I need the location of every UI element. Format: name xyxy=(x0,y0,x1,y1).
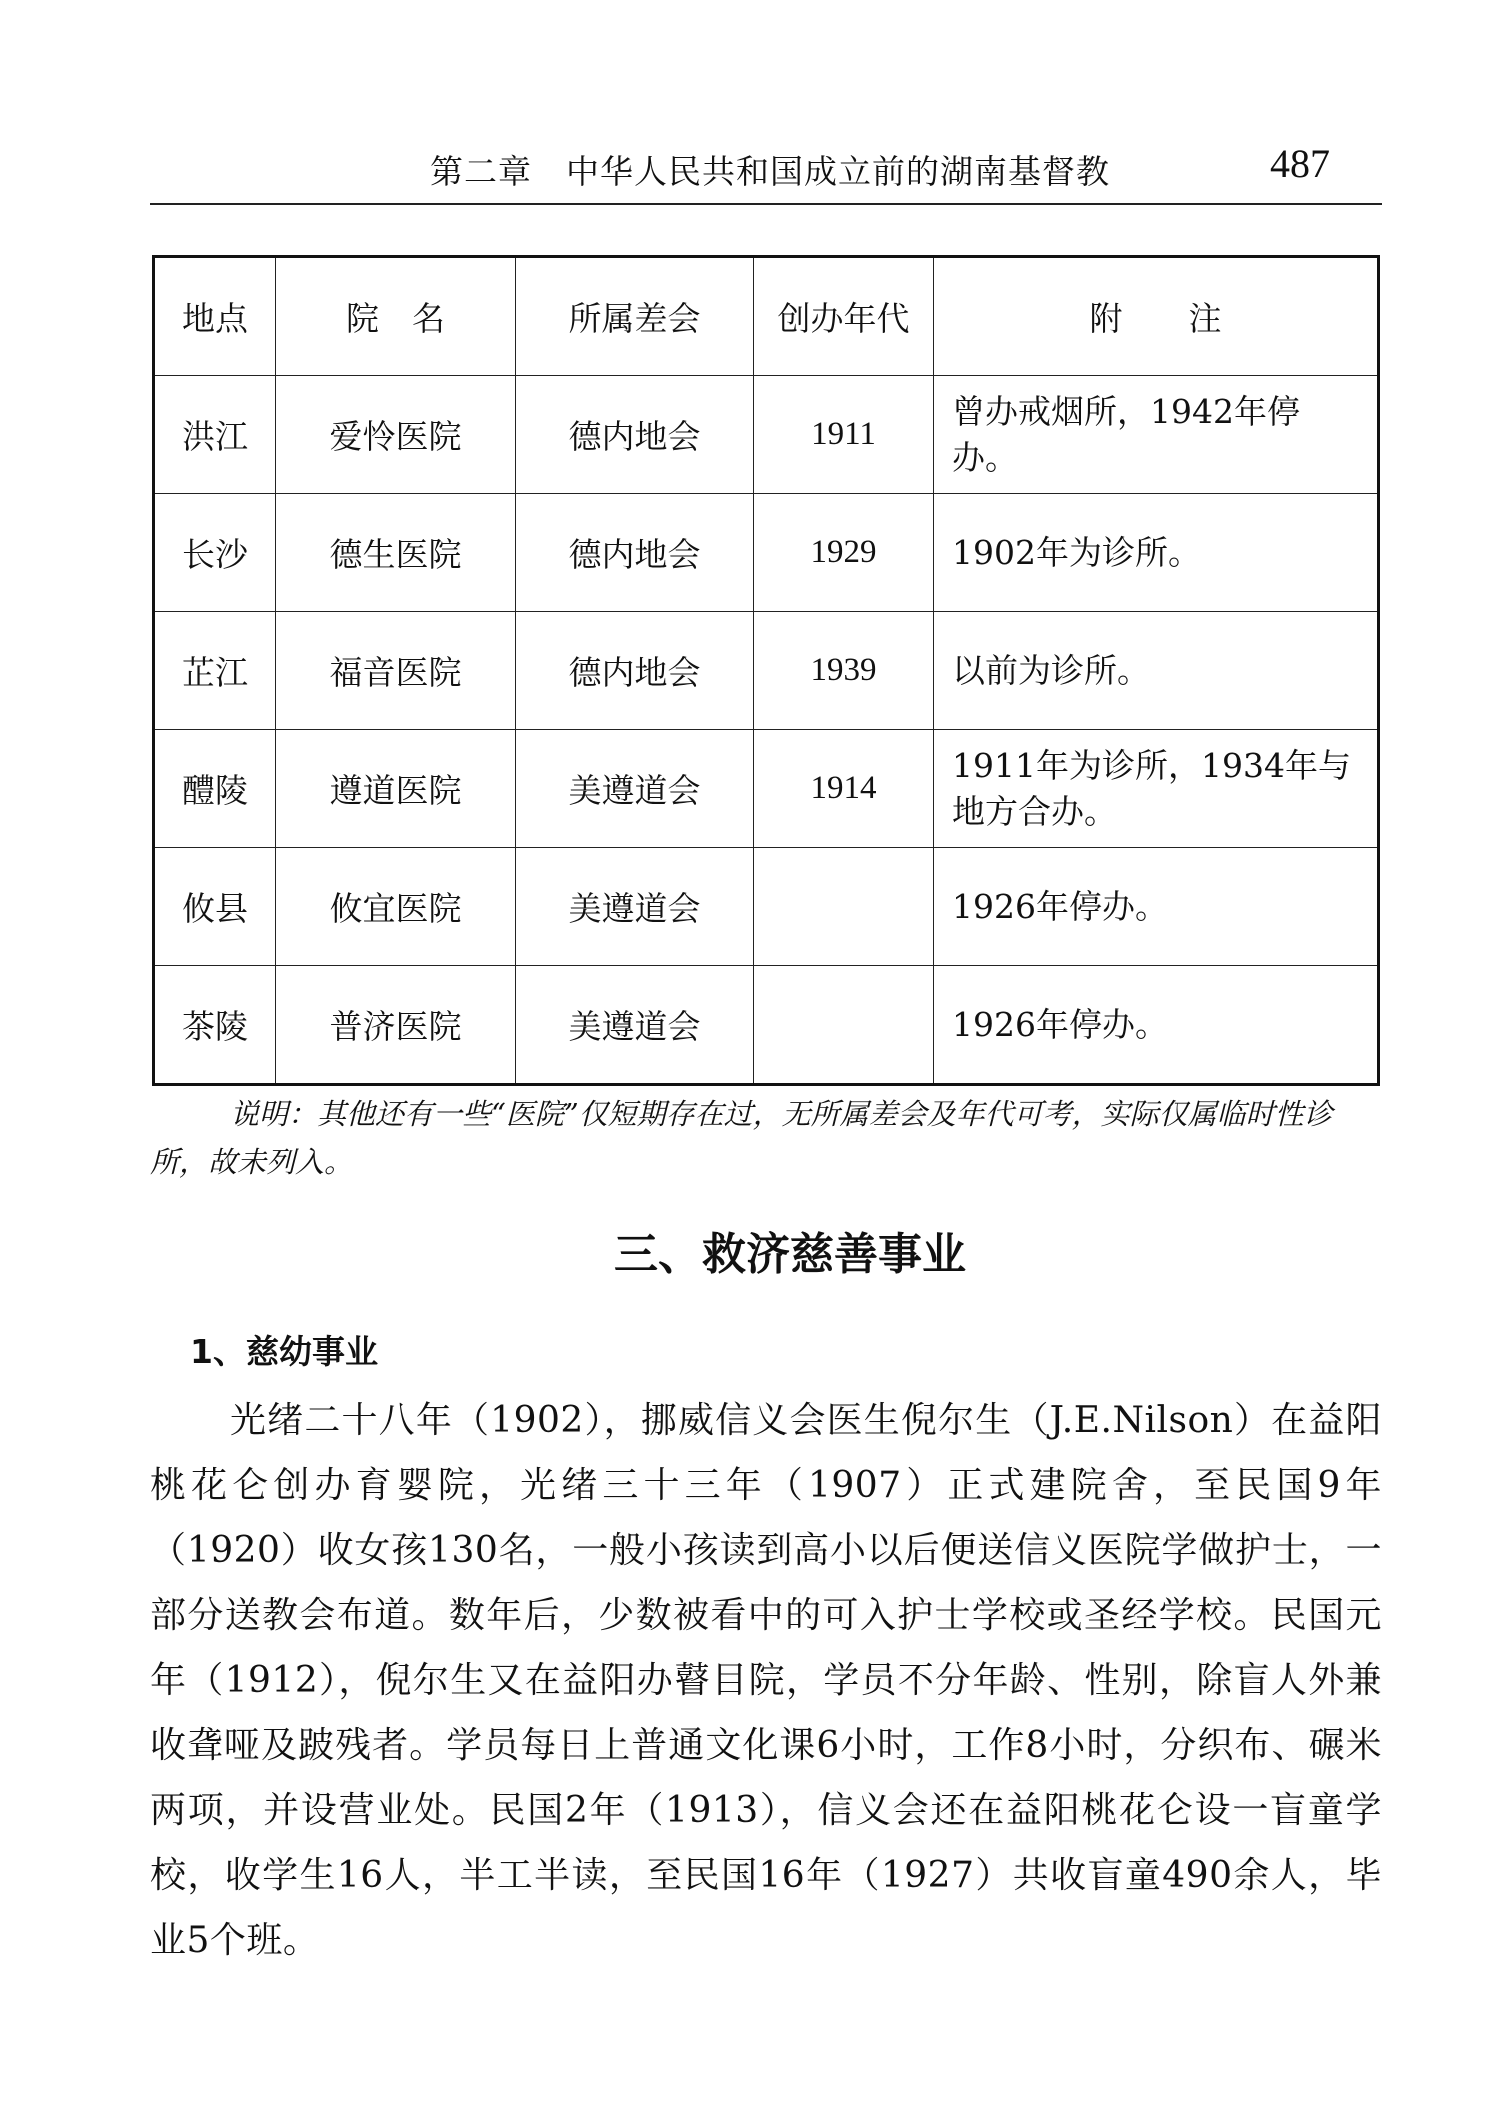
cell-location: 芷江 xyxy=(154,612,276,730)
body-paragraph: 光绪二十八年（1902），挪威信义会医生倪尔生（J.E.Nilson）在益阳桃花仑创办育婴院，光绪三十三年（1907）正式建院舍，至民国9年（1920）收女孩130名，一般小孩读到高小以后便送信义医院学做护士，一部分送教会布道。数年后，少数被看中的可入护士学校或圣经学校。民国元年（1912），倪尔生又在益阳办瞽目院，学员不分年龄、性别，除盲人外兼收聋哑及跛残者。学员每日上普通文化课6小时，工作8小时，分织布、碾米两项，并设营业处。民国2年（1913），信义会还在益阳桃花仑设一盲童学校，收学生16人，半工半读，至民国16年（1927）共收盲童490余人，毕业5个班。 xyxy=(150,1400,1382,1961)
cell-mission: 德内地会 xyxy=(516,376,754,494)
cell-mission: 德内地会 xyxy=(516,494,754,612)
section-heading: 三、救济慈善事业 xyxy=(614,1229,966,1280)
cell-mission: 美遵道会 xyxy=(516,966,754,1085)
cell-location: 洪江 xyxy=(154,376,276,494)
cell-note: 1926年停办。 xyxy=(934,848,1379,966)
table-row xyxy=(154,966,1379,1085)
cell-note: 1926年停办。 xyxy=(934,966,1379,1085)
table-row xyxy=(154,494,1379,612)
cell-mission: 德内地会 xyxy=(516,612,754,730)
cell-location: 攸县 xyxy=(154,848,276,966)
column-header-note: 附 注 xyxy=(934,257,1379,376)
table-footnote: 说明：其他还有一些“医院”仅短期存在过，无所属差会及年代可考，实际仅属临时性诊所，故未列入。 xyxy=(150,1097,1333,1179)
table-row xyxy=(154,612,1379,730)
cell-name: 普济医院 xyxy=(276,966,516,1085)
cell-name: 福音医院 xyxy=(276,612,516,730)
hospital-table xyxy=(152,255,1380,1086)
cell-location: 醴陵 xyxy=(154,730,276,848)
cell-location: 茶陵 xyxy=(154,966,276,1085)
cell-note: 1911年为诊所，1934年与地方合办。 xyxy=(934,730,1379,848)
running-header xyxy=(150,140,1380,202)
header-rule xyxy=(150,203,1382,205)
cell-name: 攸宜医院 xyxy=(276,848,516,966)
cell-year xyxy=(754,966,934,1085)
column-header-mission: 所属差会 xyxy=(516,257,754,376)
cell-year: 1929 xyxy=(754,494,934,612)
cell-note: 1902年为诊所。 xyxy=(934,494,1379,612)
cell-note: 以前为诊所。 xyxy=(934,612,1379,730)
cell-mission: 美遵道会 xyxy=(516,730,754,848)
cell-name: 遵道医院 xyxy=(276,730,516,848)
column-header-name: 院 名 xyxy=(276,257,516,376)
cell-location: 长沙 xyxy=(154,494,276,612)
column-header-year: 创办年代 xyxy=(754,257,934,376)
table-row xyxy=(154,848,1379,966)
cell-year xyxy=(754,848,934,966)
page-number: 487 xyxy=(1270,141,1330,186)
table-row xyxy=(154,730,1379,848)
chapter-title: 第二章 中华人民共和国成立前的湖南基督教 xyxy=(430,152,1110,191)
cell-name: 爱怜医院 xyxy=(276,376,516,494)
cell-year: 1911 xyxy=(754,376,934,494)
cell-mission: 美遵道会 xyxy=(516,848,754,966)
cell-year: 1939 xyxy=(754,612,934,730)
cell-year: 1914 xyxy=(754,730,934,848)
table-header-row xyxy=(154,257,1379,376)
column-header-location: 地点 xyxy=(154,257,276,376)
table-row xyxy=(154,376,1379,494)
subsection-heading: 1、慈幼事业 xyxy=(190,1332,378,1371)
cell-name: 德生医院 xyxy=(276,494,516,612)
cell-note: 曾办戒烟所，1942年停办。 xyxy=(934,376,1379,494)
